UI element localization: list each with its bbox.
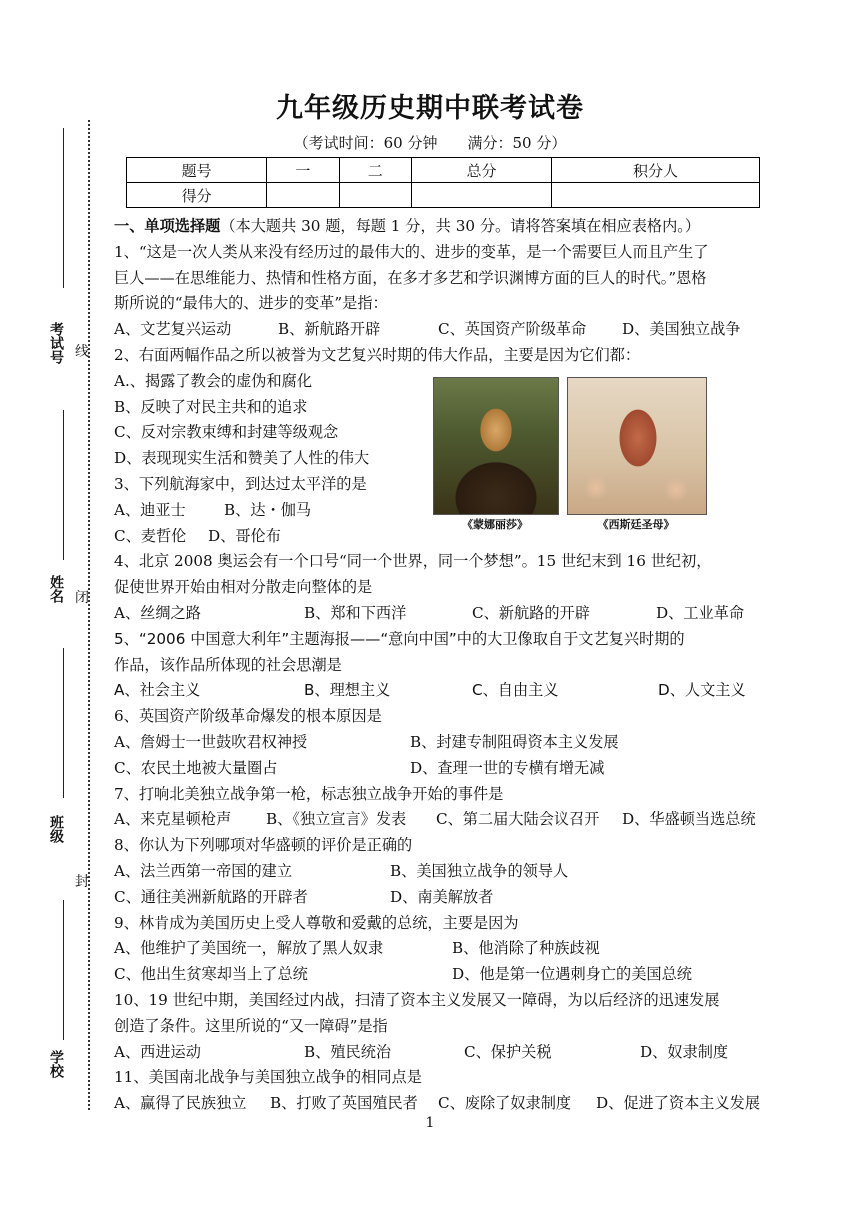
- question-text: 3、下列航海家中，到达过太平洋的是: [114, 474, 367, 493]
- score-table-header: 题号: [127, 158, 267, 183]
- option[interactable]: C、自由主义: [472, 681, 559, 700]
- binding-line: [63, 410, 64, 560]
- options-row: [114, 1091, 804, 1117]
- binding-label-school: 学校: [48, 1050, 64, 1078]
- question-text: 11、美国南北战争与美国独立战争的相同点是: [114, 1068, 422, 1087]
- score-table-header: 二: [339, 158, 411, 183]
- options-row: [114, 807, 804, 833]
- figure-caption: 《西斯廷圣母》: [597, 518, 675, 531]
- option[interactable]: C、英国资产阶级革命: [438, 320, 587, 339]
- score-table-header-row: [127, 158, 760, 183]
- binding-mark: 闭: [75, 590, 89, 606]
- score-cell[interactable]: [552, 183, 760, 208]
- question-text: 5、“2006 中国意大利年”主题海报——“意向中国”中的大卫像取自于文艺复兴时期的: [114, 629, 685, 648]
- option[interactable]: D、华盛顿当选总统: [622, 810, 756, 829]
- option[interactable]: B、郑和下西洋: [304, 603, 407, 622]
- option[interactable]: B、达・伽马: [224, 500, 312, 519]
- options-row: [114, 524, 804, 550]
- option[interactable]: A、赢得了民族独立: [114, 1094, 247, 1113]
- binding-line: [63, 900, 64, 1040]
- option[interactable]: A、社会主义: [114, 681, 201, 700]
- binding-line: [63, 648, 64, 798]
- binding-mark: 封: [75, 874, 89, 890]
- options-row: [114, 678, 804, 704]
- question-text: 8、你认为下列哪项对华盛顿的评价是正确的: [114, 836, 413, 855]
- page-number: 1: [425, 1115, 435, 1131]
- options-row: [114, 317, 804, 343]
- option[interactable]: A、他维护了美国统一，解放了黑人奴隶: [114, 939, 384, 958]
- options-row: [114, 936, 804, 962]
- binding-label-class: 班级: [48, 815, 64, 843]
- option[interactable]: D、人文主义: [658, 681, 746, 700]
- score-table-header: 一: [267, 158, 339, 183]
- question-text: 7、打响北美独立战争第一枪，标志独立战争开始的事件是: [114, 784, 504, 803]
- exam-info: （考试时间：60 分钟 满分：50 分）: [293, 134, 567, 152]
- option[interactable]: D、促进了资本主义发展: [596, 1094, 761, 1113]
- option[interactable]: D、奴隶制度: [640, 1042, 729, 1061]
- option[interactable]: D、美国独立战争: [622, 320, 741, 339]
- option[interactable]: B、新航路开辟: [278, 320, 381, 339]
- options-row: [114, 730, 804, 756]
- option[interactable]: A、文艺复兴运动: [114, 320, 232, 339]
- section-heading: 一、单项选择题: [114, 217, 221, 235]
- score-cell[interactable]: [339, 183, 411, 208]
- option[interactable]: C、他出生贫寒却当上了总统: [114, 965, 308, 984]
- score-table-header: 积分人: [552, 158, 760, 183]
- option[interactable]: A、迪亚士: [114, 500, 186, 519]
- option[interactable]: C、第二届大陆会议召开: [436, 810, 600, 829]
- option[interactable]: B、反映了对民主共和的追求: [114, 397, 308, 416]
- question-text: 9、林肯成为美国历史上受人尊敬和爱戴的总统，主要是因为: [114, 913, 519, 932]
- question-text: 2、右面两幅作品之所以被誉为文艺复兴时期的伟大作品，主要是因为它们都：: [114, 345, 641, 364]
- options-row: [114, 859, 804, 885]
- questions-section: [114, 214, 804, 1117]
- score-table-header: 总分: [411, 158, 551, 183]
- option[interactable]: B、美国独立战争的领导人: [390, 861, 569, 880]
- question-text: 巨人——在思维能力、热情和性格方面，在多才多艺和学识渊博方面的巨人的时代。”恩格: [114, 268, 707, 287]
- options-row: [114, 498, 804, 524]
- options-row: [114, 962, 804, 988]
- options-row: [114, 885, 804, 911]
- option[interactable]: D、工业革命: [656, 603, 745, 622]
- binding-label-exam-number: 考试号: [48, 322, 64, 364]
- page-title: 九年级历史期中联考试卷: [276, 93, 584, 124]
- options-row: [114, 756, 804, 782]
- section-heading-line: [114, 214, 804, 240]
- option[interactable]: C、反对宗教束缚和封建等级观念: [114, 423, 339, 442]
- question-text: 斯所说的“最伟大的、进步的变革”是指：: [114, 294, 388, 313]
- option[interactable]: D、哥伦布: [208, 526, 281, 545]
- score-table: [126, 157, 760, 208]
- option[interactable]: A、丝绸之路: [114, 603, 201, 622]
- options-row: [114, 1040, 804, 1066]
- option[interactable]: C、通往美洲新航路的开辟者: [114, 887, 308, 906]
- binding-mark: 线: [75, 344, 89, 360]
- score-table-row: [127, 183, 760, 208]
- question-text: 1、“这是一次人类从来没有经历过的最伟大的、进步的变革，是一个需要巨人而且产生了: [114, 242, 709, 261]
- option[interactable]: C、新航路的开辟: [472, 603, 590, 622]
- dotted-seal-line: [88, 120, 90, 1110]
- option[interactable]: B、他消除了种族歧视: [452, 939, 600, 958]
- question-text: 创造了条件。这里所说的“又一障碍”是指: [114, 1016, 388, 1035]
- option[interactable]: B、理想主义: [304, 681, 391, 700]
- option[interactable]: A、来克星顿枪声: [114, 810, 232, 829]
- option[interactable]: B、打败了英国殖民者: [270, 1094, 418, 1113]
- option[interactable]: A、法兰西第一帝国的建立: [114, 861, 293, 880]
- option[interactable]: A.、揭露了教会的虚伪和腐化: [114, 371, 313, 390]
- option[interactable]: B、封建专制阻碍资本主义发展: [410, 732, 619, 751]
- option[interactable]: B、殖民统治: [304, 1042, 392, 1061]
- question-text: 4、北京 2008 奥运会有一个口号“同一个世界，同一个梦想”。15 世纪末到 16 世纪初，: [114, 552, 712, 571]
- option[interactable]: C、农民土地被大量圈占: [114, 758, 278, 777]
- options-row: [114, 601, 804, 627]
- option[interactable]: D、表现现实生活和赞美了人性的伟大: [114, 449, 370, 468]
- question-text: 作品，该作品所体现的社会思潮是: [114, 655, 342, 674]
- score-row-label: 得分: [127, 183, 267, 208]
- option[interactable]: C、麦哲伦: [114, 526, 187, 545]
- score-cell[interactable]: [267, 183, 339, 208]
- question-text: 6、英国资产阶级革命爆发的根本原因是: [114, 707, 382, 726]
- option[interactable]: C、废除了奴隶制度: [438, 1094, 572, 1113]
- option[interactable]: D、查理一世的专横有增无减: [410, 758, 605, 777]
- option[interactable]: B、《独立宣言》发表: [266, 810, 407, 829]
- score-cell[interactable]: [411, 183, 551, 208]
- question-text: 10、19 世纪中期，美国经过内战，扫清了资本主义发展又一障碍，为以后经济的迅速发展: [114, 990, 720, 1009]
- option[interactable]: A、西进运动: [114, 1042, 201, 1061]
- option[interactable]: C、保护关税: [464, 1042, 552, 1061]
- option[interactable]: D、南美解放者: [390, 887, 494, 906]
- option[interactable]: A、詹姆士一世鼓吹君权神授: [114, 732, 308, 751]
- figure-caption: 《蒙娜丽莎》: [462, 518, 528, 531]
- binding-label-name: 姓名: [48, 575, 64, 603]
- section-note: （本大题共 30 题，每题 1 分，共 30 分。请将答案填在相应表格内。）: [220, 217, 701, 235]
- question-text: 促使世界开始由相对分散走向整体的是: [114, 578, 373, 597]
- option[interactable]: D、他是第一位遇刺身亡的美国总统: [452, 965, 692, 984]
